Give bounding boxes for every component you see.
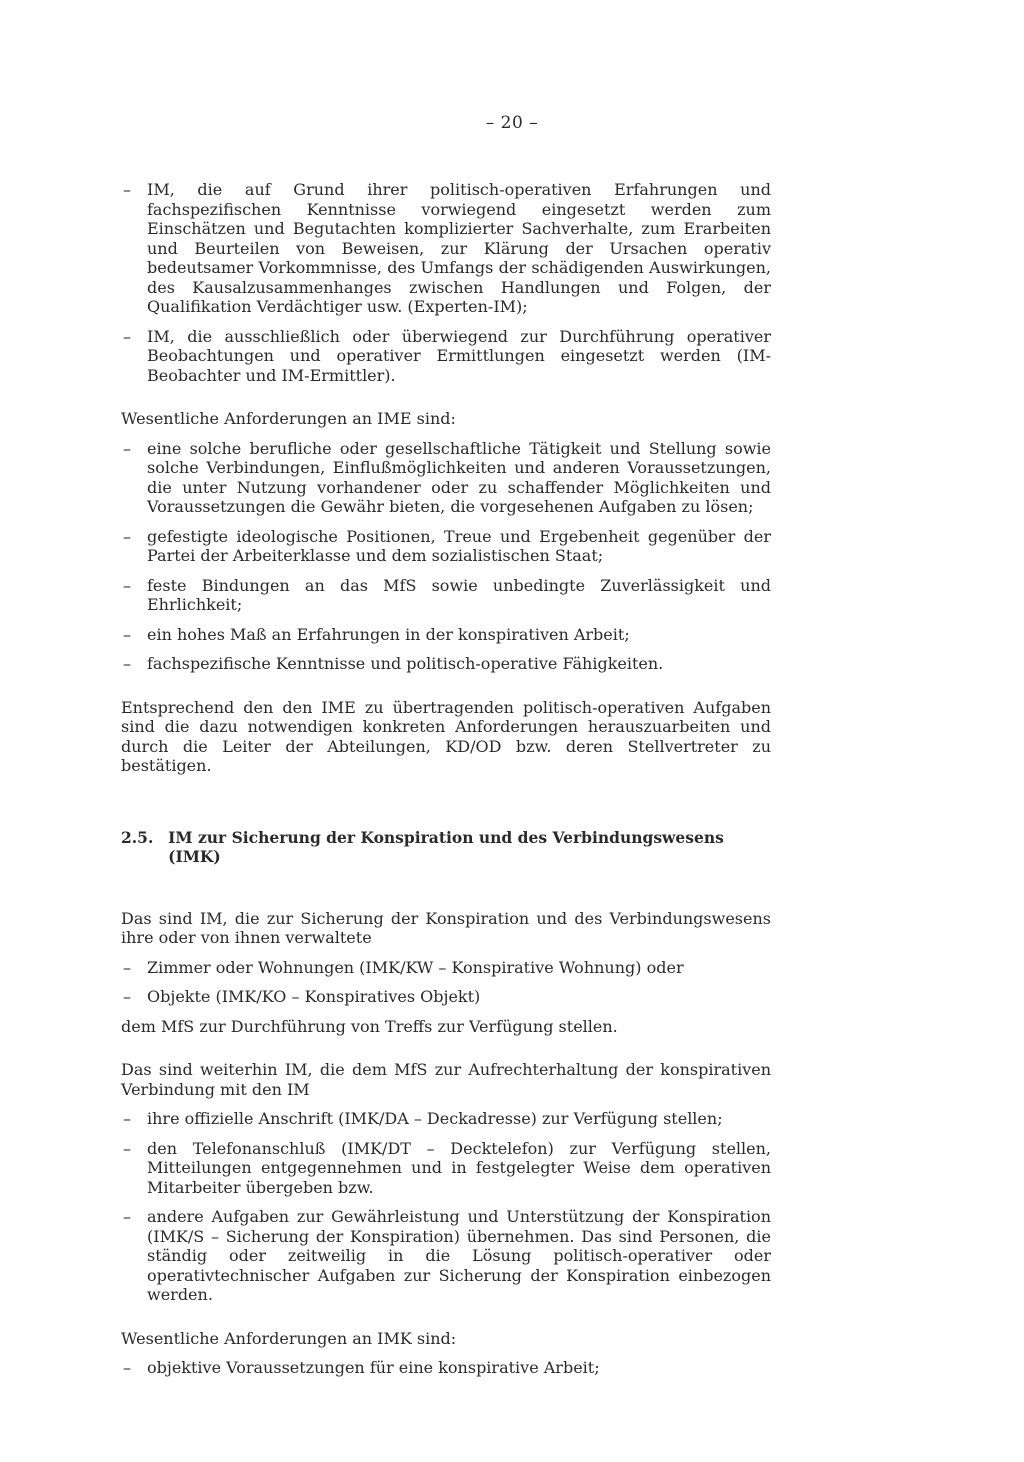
list-item: – ihre offizielle Anschrift (IMK/DA – Deckadresse) zur Verfügung stellen; xyxy=(121,1109,771,1129)
list-item: – den Telefonanschluß (IMK/DT – Decktelefon) zur Verfügung stellen, Mitteilungen entgegennehmen und in festgelegter Weise dem operativen Mitarbeiter übergeben bzw. xyxy=(121,1139,771,1198)
spacer xyxy=(121,867,771,909)
list-item: – objektive Voraussetzungen für eine konspirative Arbeit; xyxy=(121,1358,771,1378)
list-item: – eine solche berufliche oder gesellschaftliche Tätigkeit und Stellung sowie solche Verbindungen, Einflußmöglichkeiten und anderen Voraussetzungen, die unter Nutzung vorhandener oder zu schaffender Möglichkeiten und Voraussetzungen die Gewähr bieten, die vorgesehenen Aufgaben zu lösen; xyxy=(121,439,771,517)
paragraph: Wesentliche Anforderungen an IMK sind: xyxy=(121,1328,457,1348)
list-item: – feste Bindungen an das MfS sowie unbedingte Zuverlässigkeit und Ehrlichkeit; xyxy=(121,576,771,615)
list-item: – IM, die auf Grund ihrer politisch-operativen Erfahrungen und fachspezifischen Kenntnisse vorwiegend eingesetzt werden zum Einschätzen und Begutachten komplizierter Sachverhalte, zum Erarbeiten und Beurteilen von Beweisen, zur Klärung der Ursachen operativ bedeutsamer Vorkommnisse, des Umfangs der schädigenden Auswirkungen, des Kausalzusammenhanges zwischen Handlungen und Folgen, der Qualifikation Verdächtiger usw. (Experten-IM); xyxy=(121,180,771,317)
section-title: IM zur Sicherung der Konspiration und des Verbindungswesens (IMK) xyxy=(168,827,724,866)
list-item: – andere Aufgaben zur Gewährleistung und Unterstützung der Konspiration (IMK/S – Sicherung der Konspiration) übernehmen. Das sind Personen, die ständig oder zeitweilig in die Lösung politisch-operativer oder operativtechnischer Aufgaben zur Sicherung der Konspiration einbezogen werden. xyxy=(121,1207,771,1305)
spacer xyxy=(121,684,771,698)
paragraph: Entsprechend den den IME zu übertragenden politisch-operativen Aufgaben sind die dazu notwendigen konkreten Anforderungen herauszuarbeiten und durch die Leiter der Abteilungen, KD/OD bzw. deren Stellvertreter zu bestätigen. xyxy=(121,697,771,775)
list-item: – fachspezifische Kenntnisse und politisch-operative Fähigkeiten. xyxy=(121,654,771,674)
paragraph: Wesentliche Anforderungen an IME sind: xyxy=(121,409,456,428)
list-item: – ein hohes Maß an Erfahrungen in der konspirativen Arbeit; xyxy=(121,625,771,645)
list-item: – IM, die ausschließlich oder überwiegend zur Durchführung operativer Beobachtungen und operativer Ermittlungen eingesetzt werden (IM-Beobachter und IM-Ermittler). xyxy=(121,327,771,386)
spacer xyxy=(121,1046,771,1060)
list-item: – Objekte (IMK/KO – Konspiratives Objekt) xyxy=(121,987,771,1007)
spacer xyxy=(121,1315,771,1329)
paragraph: dem MfS zur Durchführung von Treffs zur Verfügung stellen. xyxy=(121,1016,618,1036)
spacer xyxy=(121,786,771,828)
spacer xyxy=(121,395,771,409)
paragraph: Das sind weiterhin IM, die dem MfS zur Aufrechterhaltung der konspirativen Verbindung mit den IM xyxy=(121,1060,771,1099)
document-body xyxy=(121,180,771,1388)
section-number: 2.5. xyxy=(121,827,154,847)
list-item: – Zimmer oder Wohnungen (IMK/KW – Konspirative Wohnung) oder xyxy=(121,958,771,978)
page-number: – 20 – xyxy=(485,113,539,133)
list-item: – gefestigte ideologische Positionen, Treue und Ergebenheit gegenüber der Partei der Arbeiterklasse und dem sozialistischen Staat; xyxy=(121,527,771,566)
paragraph: Das sind IM, die zur Sicherung der Konspiration und des Verbindungswesens ihre oder von ihnen verwaltete xyxy=(121,908,771,947)
section-heading xyxy=(121,828,771,867)
